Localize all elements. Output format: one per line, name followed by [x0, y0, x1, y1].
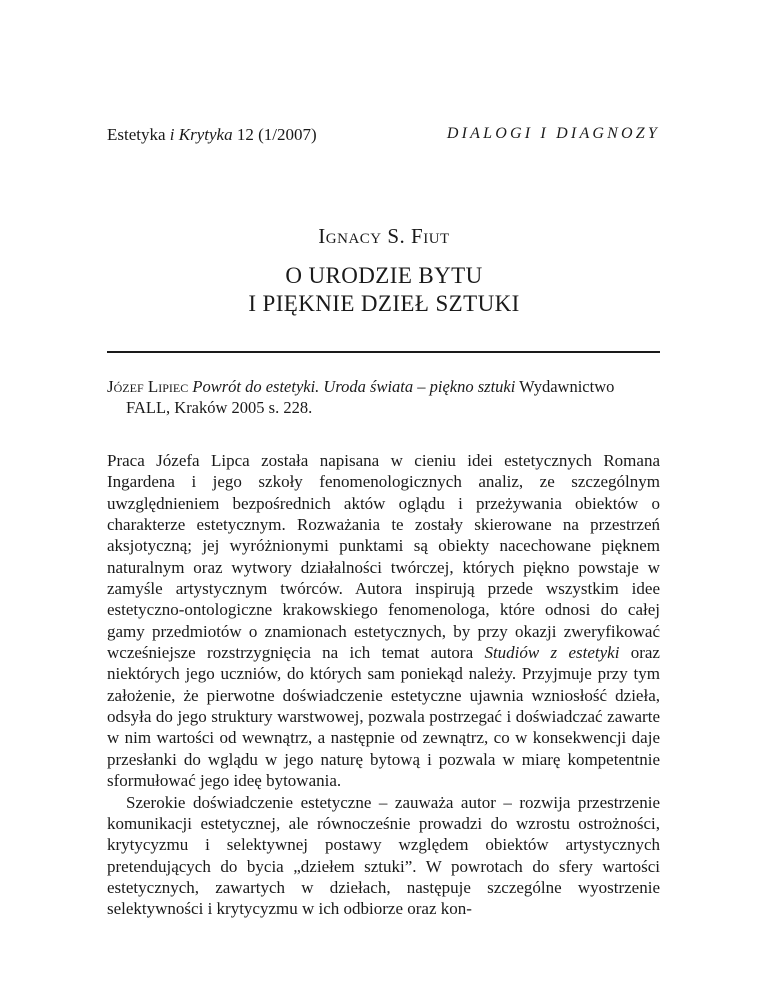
- article-author: Ignacy S. Fiut: [318, 224, 450, 248]
- journal-name-part1: Estetyka: [107, 125, 170, 144]
- title-divider: [107, 351, 660, 353]
- reference-line-1: [107, 376, 660, 397]
- journal-issue: 12 (1/2007): [232, 125, 317, 144]
- paragraph-1-italic-title: Studiów z estetyki: [484, 643, 620, 663]
- publisher-part2: FALL, Kraków 2005 s. 228.: [126, 398, 313, 417]
- paragraph-1-text-a: Praca Józefa Lipca została napisana w cieniu idei estetycznych Romana Ingardena i jego szkoły fenomenologicznych analiz, ze szczególnym uwzględnieniem bezpośrednich aktów oglądu i przeżywania obiektów o charakterze estetycznym. Rozważania te zostały skierowane na przestrzeń aksjotyczną; jej wyróżnionymi punktami są obiekty nacechowane pięknem naturalnym oraz wytwory działalności twórczej, których piękno powstaje w zamyśle artystycznym twórców. Autora inspirują przede wszystkim idee estetyczno-ontologiczne krakowskiego fenomenologa, które odnosi do całej gamy przedmiotów o znamionach estetycznych, by przy okazji zweryfikować wcześniejsze rozstrzygnięcia na ich temat autora: [107, 451, 660, 663]
- journal-name-italic: i Krytyka: [169, 125, 233, 144]
- article-body: [107, 450, 660, 920]
- running-header-journal: [107, 125, 317, 145]
- publisher-part1: Wydawnictwo: [519, 377, 615, 396]
- running-header-section: DIALOGI I DIAGNOZY: [446, 125, 660, 142]
- reviewed-author: Józef Lipiec: [107, 377, 189, 396]
- paragraph-1-text-b: oraz niektórych jego uczniów, do których sam poniekąd należy. Przyjmuje przy tym założenie, że pierwotne doświadczenie estetyczne ujawnia wzniosłość dzieła, odsyła do jego struktury warstwowej, pozwala postrzegać i doświadczać zawarte w nim wartości od wewnątrz, a następnie od zewnątrz, co w konsekwencji daje przesłanki do wglądu w jego naturę bytową i pozwala w miarę kompetentnie sformułować jego ideę bytowania.: [107, 643, 660, 791]
- article-title: [0, 262, 768, 318]
- title-line-2: I PIĘKNIE DZIEŁ SZTUKI: [248, 291, 520, 316]
- paragraph-2: Szerokie doświadczenie estetyczne – zauważa autor – rozwija przestrzenie komunikacji estetycznej, ale równocześnie prowadzi do wzrostu ostrożności, krytycyzmu i selektywnej postawy względem obiektów artystycznych pretendujących do bycia „dziełem sztuki”. W powrotach do sfery wartości estetycznych, zawartych w dziełach, następuje szczególne wyostrzenie selektywności i krytycyzmu w ich odbiorze oraz kon-: [107, 792, 660, 919]
- reviewed-book-reference: [107, 376, 660, 418]
- reviewed-book-title: Powrót do estetyki. Uroda świata – piękno sztuki: [192, 377, 516, 396]
- title-line-1: O URODZIE BYTU: [285, 263, 483, 288]
- paragraph-1: [107, 450, 660, 792]
